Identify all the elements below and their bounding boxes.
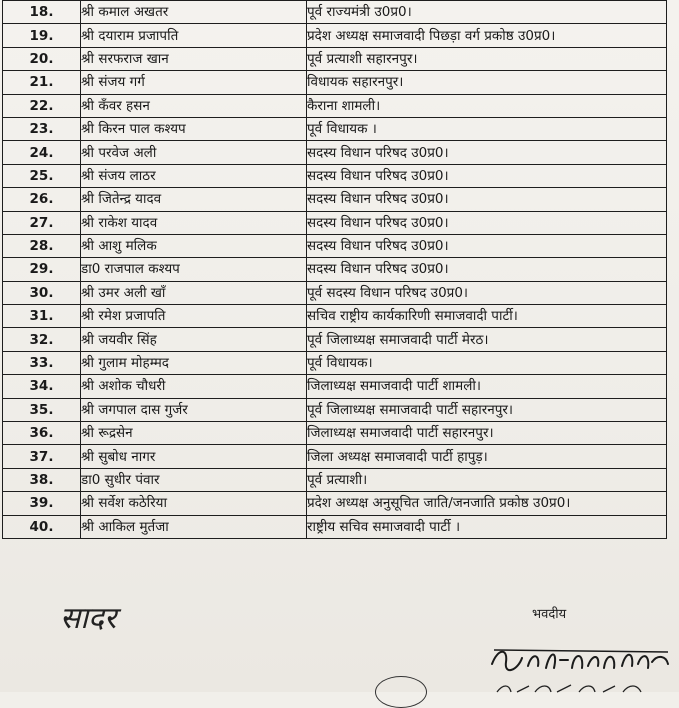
member-designation: पूर्व विधायक । [307, 117, 667, 140]
member-designation: सदस्य विधान परिषद उ0प्र0। [307, 188, 667, 211]
table-row [3, 328, 667, 351]
stamp-text-fragment [495, 682, 645, 694]
closing-salutation: सादर [60, 601, 117, 636]
member-designation: राष्ट्रीय सचिव समाजवादी पार्टी । [307, 515, 667, 538]
table-row [3, 398, 667, 421]
member-designation: प्रदेश अध्यक्ष समाजवादी पिछड़ा वर्ग प्रकोष्ठ उ0प्र0। [307, 24, 667, 47]
table-row [3, 445, 667, 468]
member-name: श्री रूद्रसेन [81, 422, 307, 445]
table-row [3, 305, 667, 328]
table-row [3, 492, 667, 515]
row-number: 19. [3, 24, 81, 47]
member-designation: सदस्य विधान परिषद उ0प्र0। [307, 141, 667, 164]
member-name: श्री परवेज अली [81, 141, 307, 164]
member-name: श्री दयाराम प्रजापति [81, 24, 307, 47]
row-number: 33. [3, 351, 81, 374]
handwritten-signature [488, 640, 673, 680]
row-number: 35. [3, 398, 81, 421]
member-designation: प्रदेश अध्यक्ष अनुसूचित जाति/जनजाति प्रकोष्ठ उ0प्र0। [307, 492, 667, 515]
member-name: श्री आकिल मुर्तजा [81, 515, 307, 538]
row-number: 21. [3, 71, 81, 94]
member-name: श्री सुबोध नागर [81, 445, 307, 468]
table-row [3, 211, 667, 234]
table-row [3, 375, 667, 398]
row-number: 22. [3, 94, 81, 117]
member-name: श्री राकेश यादव [81, 211, 307, 234]
member-designation: सचिव राष्ट्रीय कार्यकारिणी समाजवादी पार्टी। [307, 305, 667, 328]
table-row [3, 24, 667, 47]
row-number: 29. [3, 258, 81, 281]
member-name: श्री अशोक चौधरी [81, 375, 307, 398]
member-designation: कैराना शामली। [307, 94, 667, 117]
member-name: डा0 सुधीर पंवार [81, 468, 307, 491]
table-row [3, 141, 667, 164]
row-number: 32. [3, 328, 81, 351]
row-number: 20. [3, 47, 81, 70]
table-row [3, 188, 667, 211]
table-row [3, 94, 667, 117]
row-number: 37. [3, 445, 81, 468]
member-designation: सदस्य विधान परिषद उ0प्र0। [307, 258, 667, 281]
row-number: 31. [3, 305, 81, 328]
row-number: 28. [3, 234, 81, 257]
table-row [3, 515, 667, 538]
row-number: 36. [3, 422, 81, 445]
row-number: 27. [3, 211, 81, 234]
member-name: श्री संजय गर्ग [81, 71, 307, 94]
member-designation: विधायक सहारनपुर। [307, 71, 667, 94]
row-number: 18. [3, 1, 81, 24]
row-number: 25. [3, 164, 81, 187]
member-name: श्री उमर अली खाँ [81, 281, 307, 304]
row-number: 26. [3, 188, 81, 211]
table-row [3, 71, 667, 94]
member-designation: जिला अध्यक्ष समाजवादी पार्टी हापुड़। [307, 445, 667, 468]
member-table [2, 0, 667, 539]
member-name: श्री संजय लाठर [81, 164, 307, 187]
member-designation: सदस्य विधान परिषद उ0प्र0। [307, 164, 667, 187]
member-name: श्री जितेन्द्र यादव [81, 188, 307, 211]
table-row [3, 117, 667, 140]
member-designation: पूर्व जिलाध्यक्ष समाजवादी पार्टी सहारनपुर। [307, 398, 667, 421]
member-designation: पूर्व विधायक। [307, 351, 667, 374]
member-designation: पूर्व सदस्य विधान परिषद उ0प्र0। [307, 281, 667, 304]
member-designation: जिलाध्यक्ष समाजवादी पार्टी शामली। [307, 375, 667, 398]
table-row [3, 351, 667, 374]
member-designation: पूर्व प्रत्याशी। [307, 468, 667, 491]
closing-valediction: भवदीय [532, 607, 567, 622]
member-name: श्री गुलाम मोहम्मद [81, 351, 307, 374]
table-row [3, 47, 667, 70]
row-number: 24. [3, 141, 81, 164]
member-name: श्री आशु मलिक [81, 234, 307, 257]
table-row [3, 234, 667, 257]
member-name: डा0 राजपाल कश्यप [81, 258, 307, 281]
member-designation: सदस्य विधान परिषद उ0प्र0। [307, 211, 667, 234]
table-row [3, 422, 667, 445]
member-designation: पूर्व जिलाध्यक्ष समाजवादी पार्टी मेरठ। [307, 328, 667, 351]
table-row [3, 281, 667, 304]
table-row [3, 1, 667, 24]
member-designation: जिलाध्यक्ष समाजवादी पार्टी सहारनपुर। [307, 422, 667, 445]
table-row [3, 258, 667, 281]
member-name: श्री सरफराज खान [81, 47, 307, 70]
table-row [3, 468, 667, 491]
member-name: श्री जगपाल दास गुर्जर [81, 398, 307, 421]
member-name: श्री रमेश प्रजापति [81, 305, 307, 328]
member-name: श्री सर्वेश कठेरिया [81, 492, 307, 515]
row-number: 40. [3, 515, 81, 538]
member-designation: सदस्य विधान परिषद उ0प्र0। [307, 234, 667, 257]
table-row [3, 164, 667, 187]
row-number: 34. [3, 375, 81, 398]
row-number: 39. [3, 492, 81, 515]
member-name: श्री जयवीर सिंह [81, 328, 307, 351]
row-number: 38. [3, 468, 81, 491]
member-designation: पूर्व प्रत्याशी सहारनपुर। [307, 47, 667, 70]
row-number: 23. [3, 117, 81, 140]
member-name: श्री कमाल अखतर [81, 1, 307, 24]
member-name: श्री कँवर हसन [81, 94, 307, 117]
row-number: 30. [3, 281, 81, 304]
member-name: श्री किरन पाल कश्यप [81, 117, 307, 140]
member-designation: पूर्व राज्यमंत्री उ0प्र0। [307, 1, 667, 24]
seal-stamp [375, 676, 427, 708]
